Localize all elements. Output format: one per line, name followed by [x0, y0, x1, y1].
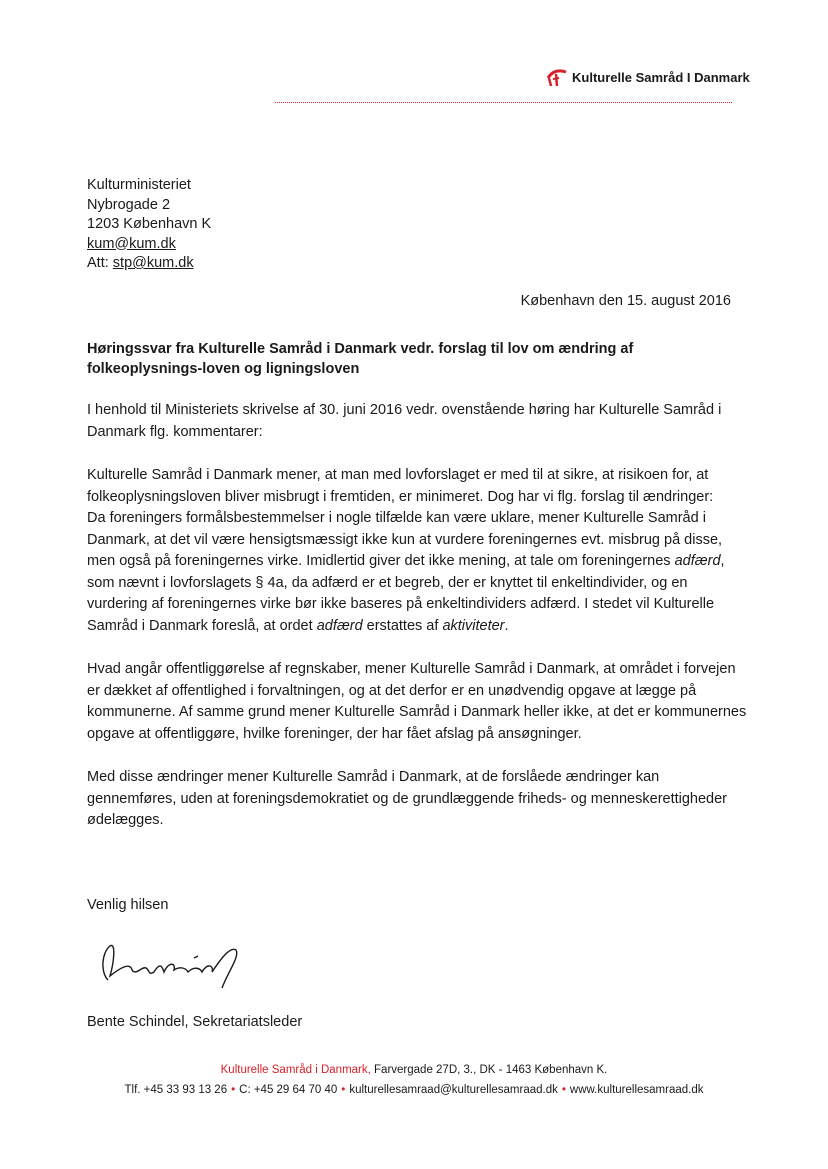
footer-mobile: C: +45 29 64 70 40 [239, 1084, 338, 1096]
footer-contact-line [0, 1084, 828, 1096]
letter-body [87, 400, 747, 854]
recipient-line: 1203 København K [87, 216, 212, 232]
footer-email[interactable]: kulturellesamraad@kulturellesamraad.dk [349, 1084, 558, 1096]
recipient-line: Nybrogade 2 [87, 196, 171, 213]
paragraph: Da foreningers formålsbestemmelser i nogle tilfælde kan være uklare, mener Kulturelle Samråd i Danmark, at det vil være hensigtsmæssigt ikke kun at vurdere foreningernes evt. misbrug på disse, men også på foreningernes virke. Imidlertid giver det ikke mening, at tale om foreningernes adfærd, som nævnt i lovforslagets § 4a, da adfærd er et begreb, der er knyttet til enkeltindivider, og en vurdering af foreningernes virke bør ikke baseres på enkeltindividers adfærd. I stedet vil Kulturelle Samråd i Danmark foreslå, at ordet adfærd erstattes af aktiviteter. [87, 510, 725, 634]
paragraph: Med disse ændringer mener Kulturelle Samråd i Danmark, at de forslåede ændringer kan gennemføres, uden at foreningsdemokratiet og de grundlæggende friheds- og menneskerettigheder ødelægges. [87, 769, 728, 828]
header-divider [275, 102, 732, 103]
recipient-line: Kulturministeriet [87, 177, 191, 193]
handwritten-signature [90, 932, 250, 992]
paragraph: Hvad angår offentliggørelse af regnskaber, mener Kulturelle Samråd i Danmark, at området i forvejen er dækket af offentlighed i forvaltningen, og at det derfor er en unødvendig opgave at lægge på kommunerne. Af samme grund mener Kulturelle Samråd i Danmark heller ikke, at det er kommunernes opgave at offentliggøre, hvilke foreninger, der har fået afslag på ansøgninger. [87, 661, 747, 742]
emphasis: adfærd [316, 617, 363, 634]
footer-separator: • [341, 1084, 346, 1096]
emphasis: aktiviteter [442, 617, 505, 634]
paragraph: Kulturelle Samråd i Danmark mener, at man med lovforslaget er med til at sikre, at risikoen for, at folkeoplysningsloven bliver misbrugt i fremtiden, er minimeret. Dog har vi flg. forslag til ændringer: [87, 467, 714, 505]
recipient-email-link[interactable]: kum@kum.dk [87, 235, 176, 252]
footer-web[interactable]: www.kulturellesamraad.dk [569, 1084, 704, 1096]
paragraph: I henhold til Ministeriets skrivelse af 30. juni 2016 vedr. ovenstående høring har Kulturelle Samråd i Danmark flg. kommentarer: [87, 402, 722, 440]
signer-name: Bente Schindel, Sekretariatsleder [87, 1014, 303, 1030]
footer-separator: • [231, 1084, 236, 1096]
footer-phone: Tlf. +45 33 93 13 26 [124, 1084, 228, 1096]
emphasis: adfærd [674, 553, 721, 569]
att-label: Att: [87, 255, 109, 271]
att-email-link[interactable]: stp@kum.dk [112, 255, 194, 271]
org-logo-mark [546, 66, 568, 88]
letter-date: København den 15. august 2016 [520, 293, 731, 309]
footer-org: Kulturelle Samråd i Danmark, [220, 1064, 371, 1076]
footer-address: Farvergade 27D, 3., DK - 1463 København K. [374, 1064, 608, 1076]
footer-separator: • [561, 1084, 566, 1096]
closing-greeting: Venlig hilsen [87, 897, 169, 913]
recipient-address [87, 176, 211, 274]
footer-address-line [0, 1064, 828, 1076]
org-name: Kulturelle Samråd I Danmark [572, 69, 750, 85]
org-logo [546, 66, 750, 88]
letter-subject: Høringssvar fra Kulturelle Samråd i Danmark vedr. forslag til lov om ændring af folkeoplysnings-loven og ligningsloven [87, 341, 634, 377]
